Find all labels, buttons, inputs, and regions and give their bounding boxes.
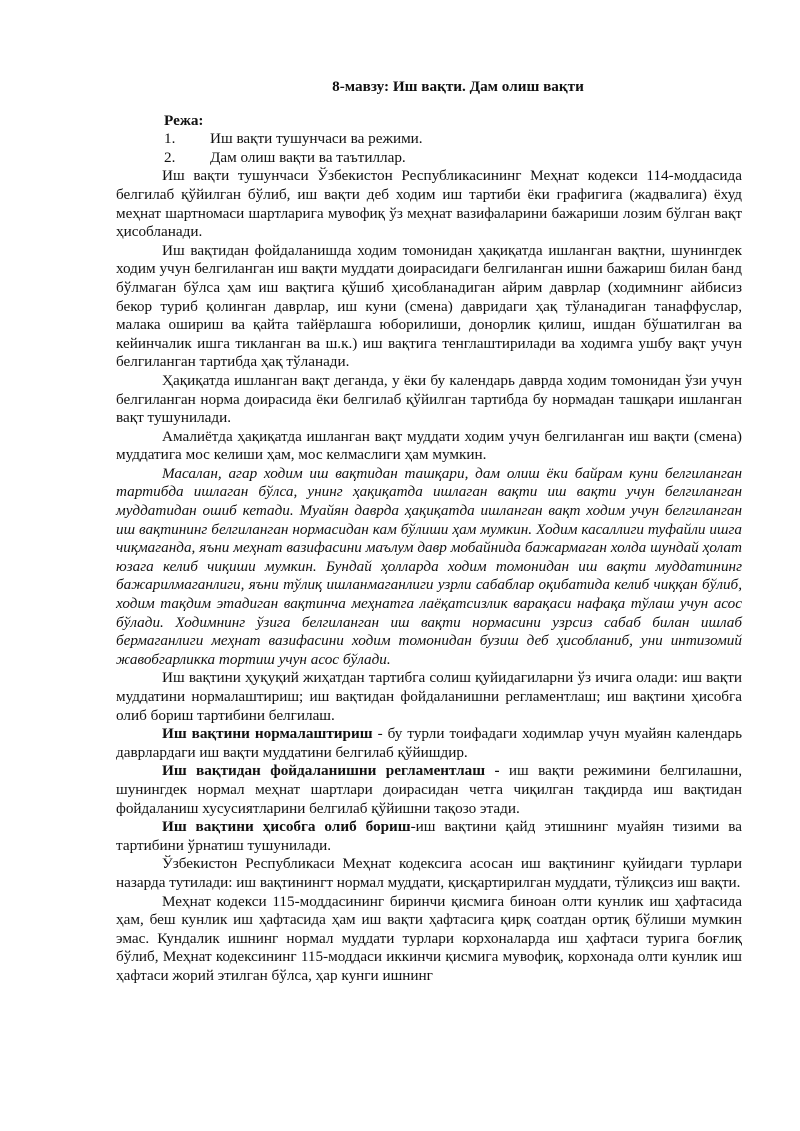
plan-item-text: Дам олиш вақти ва таътиллар. — [210, 148, 406, 166]
term-accounting: Иш вақтини ҳисобга олиб бориш — [162, 818, 411, 836]
document-page — [116, 70, 742, 986]
paragraph-equivalent-periods: Иш вақтидан фойдаланишда ходим томонидан ҳақиқатда ишланган вақтни, шунингдек ходим учун белгиланган иш вақти муддати доирасидаги белгиланган ишни бажариш билан банд бўлмаган бўлса ҳам иш вақтига қўшиб ҳисобланадиган айрим даврлар (ходимнинг айбисиз бекор туриб қолинган даврлар, иш куни (смена) давридаги ҳақ тўланадиган танаффуслар, малака ошириш ва қайта тайёрлашга юборилиши, донорлик қилиш, ишдан бўшатилган ва кейинчалик ишга тикланган ва ш.к.) иш вақтига тенглаштирилади ва ходимга ушбу вақт учун белгиланган тартибда ҳақ тўланади. — [116, 241, 742, 371]
paragraph-practice: Амалиётда ҳақиқатда ишланган вақт муддати ходим учун белгиланган иш вақти (смена) муддатига мос келиши ҳам, мос келмаслиги ҳам мумкин. — [116, 427, 742, 464]
paragraph-example-italic: Масалан, агар ходим иш вақтидан ташқари, дам олиш ёки байрам куни белгиланган тартибда ишлаган бўлса, унинг ҳақиқатда ишлаган вақти иш вақти учун белгиланган муддатидан ошиб кетади. Муайян даврда ҳақиқатда ишланган вақт ходим учун белгиланган иш вақтининг белгиланган нормасидан кам бўлиши ҳам мумкин. Ходим касаллиги туфайли ишга чиқмаганда, яъни меҳнат вазифасини маълум давр мобайнида бажармаган холда шундай ҳолат юзага келиб чиқиши мумкин. Бундай ҳолларда ходим томонидан иш вақти муддатининг бажарилмаганлиги, яъни тўлиқ ишланмаганлиги узрли сабаблар оқибатида келиб чиққан бўлиб, ходим тақдим этадиган вақтинча меҳнатга лаёқатсизлик варақаси нафақа тўлаш учун асос бўлади. Ходимнинг ўзига белгиланган иш вақти нормасини узрсиз сабаб билан ишлаб бермаганлиги меҳнат вазифасини ходим томонидан бузиш деб ҳисобланиб, уни интизомий жавобгарликка тортиш учун асос бўлади. — [116, 464, 742, 668]
paragraph-work-time-definition: Иш вақти тушунчаси Ўзбекистон Республикасининг Меҳнат кодекси 114-моддасида белгилаб қўйилган бўлиб, иш вақти деб ходим иш тартиби ёки графигига (жадвалига) ёхуд меҳнат шартномаси шартларига мувофиқ ўз меҳнат вазифаларини бажариши лозим бўлган вақт ҳисобланади. — [116, 167, 742, 241]
paragraph-accounting — [116, 818, 742, 855]
document-title: 8-мавзу: Иш вақти. Дам олиш вақти — [332, 78, 584, 95]
plan-item — [116, 130, 742, 149]
paragraph-article-115: Меҳнат кодекси 115-моддасининг биринчи қисмига биноан олти кунлик иш ҳафтасида ҳам, беш кунлик иш ҳафтасида ҳам иш вақти ҳафтасига қирқ соатдан ортиқ бўлиши мумкин эмас. Кундалик ишнинг нормал муддати турлари корхоналарда иш ҳафтаси турига боғлиқ бўлиб, Меҳнат кодексининг 115-моддаси иккинчи қисмига мувофиқ, корхонада олти кунлик иш ҳафтаси жорий этилган бўлса, ҳар кунги ишнинг — [116, 892, 742, 984]
plan-heading: Режа: — [164, 111, 204, 129]
plan-item-number: 1. — [164, 130, 176, 148]
plan-item — [116, 149, 742, 168]
paragraph-work-time-types: Ўзбекистон Республикаси Меҳнат кодексига асосан иш вақтининг қуйидаги турлари назарда тутилади: иш вақтинингт нормал муддати, қисқартирилган муддати, тўлиқсиз иш вақти. — [116, 855, 742, 891]
term-normalization: Иш вақтини нормалаштириш — [162, 725, 373, 743]
paragraph-regulation — [116, 762, 742, 818]
term-regulation: Иш вақтидан фойдаланишни регламентлаш - — [162, 762, 500, 780]
plan-item-number: 2. — [164, 148, 176, 166]
definition-accounting: -иш вақтини қайд этишнинг муайян тизими ва тартибини ўрнатиш тушунилади. — [116, 818, 743, 854]
paragraph-normalization — [116, 725, 742, 762]
paragraph-legal-regulation: Иш вақтини ҳуқуқий жиҳатдан тартибга солиш қуйидагиларни ўз ичига олади: иш вақти муддатини нормалаштириш; иш вақтидан фойдаланишни регламентлаш; иш вақтини ҳисобга олиб бориш тартибини белгилаш. — [116, 669, 742, 724]
paragraph-actual-time: Ҳақиқатда ишланган вақт деганда, у ёки бу календарь даврда ходим томонидан ўзи учун белгиланган норма доирасида ёки белгилаб қўйилган тартибда бу нормадан ташқари ишланган вақт тушунилади. — [116, 371, 742, 427]
definition-normalization: - бу турли тоифадаги ходимлар учун муайян календарь даврлардаги иш вақти муддатини белгилаб қўйишдир. — [116, 725, 742, 761]
plan-item-text: Иш вақти тушунчаси ва режими. — [210, 130, 423, 148]
definition-regulation: иш вақти режимини белгилашни, шунингдек нормал меҳнат шартлари доирасидан четга чиқилган тақдирда иш вақтидан фойдаланиш хусусиятларини белгилаб қўйишни тақозо этади. — [116, 762, 742, 817]
